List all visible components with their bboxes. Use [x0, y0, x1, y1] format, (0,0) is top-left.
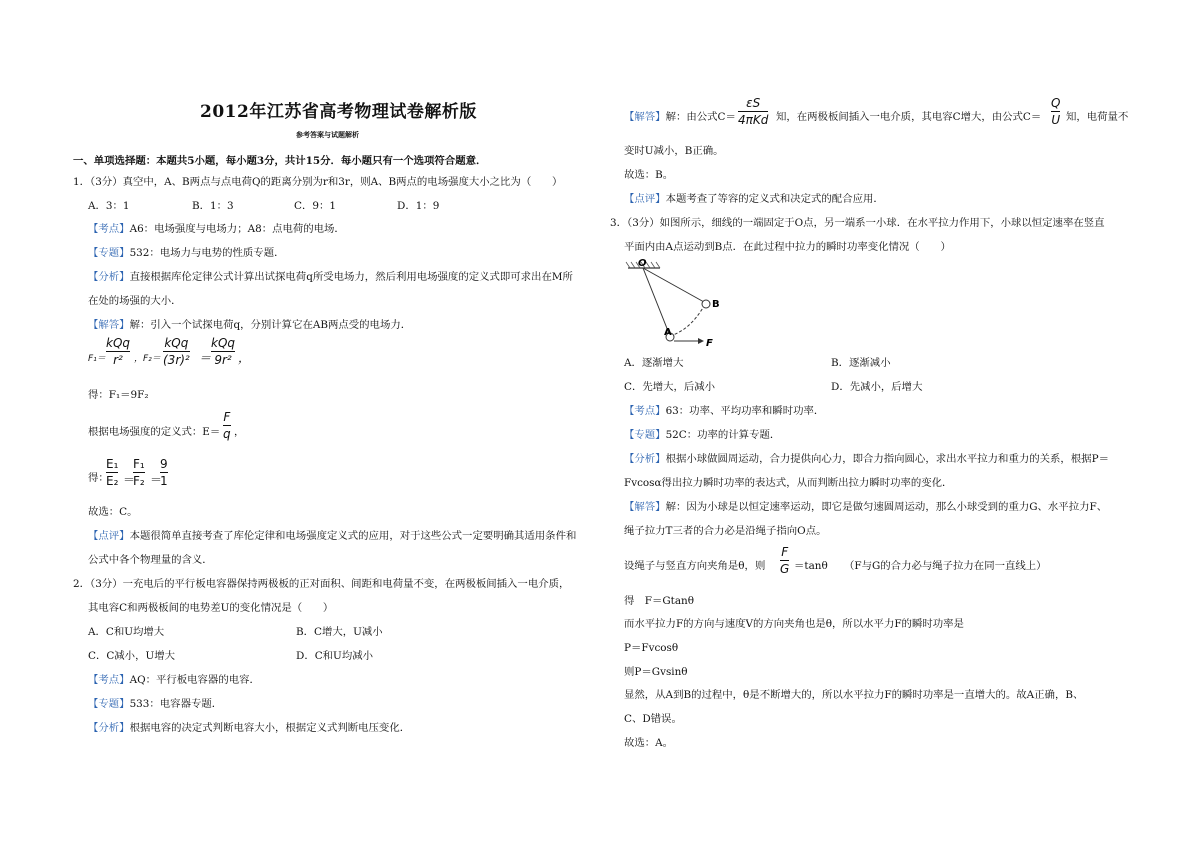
page-subtitle: 参考答案与试题解析 — [296, 130, 359, 139]
fraction-bar — [1051, 111, 1060, 112]
q3-stem-2: 平面内由A点运动到B点．在此过程中拉力的瞬时功率变化情况（ ） — [624, 241, 951, 253]
q3-jieda-text: 解：因为小球是以恒定速率运动，即它是做匀速圆周运动，那么小球受到的重力G、水平拉力F、 — [665, 501, 1108, 513]
q2-c-den: 4πKd — [738, 113, 769, 127]
q3-stem: 3．（3分）如图所示，细线的一端固定于O点，另一端系一小球．在水平拉力作用下，小球以恒定速率在竖直 — [610, 217, 1105, 229]
dianping-tag: 【点评】 — [624, 193, 666, 205]
fraction-bar — [160, 472, 168, 473]
q1-f2-fraction — [163, 336, 190, 367]
q3-zhuanti-text: 52C：功率的计算专题． — [665, 429, 781, 441]
q3-fg-den: G — [780, 562, 790, 576]
q1-comma: ， — [238, 351, 251, 365]
q1-def-end: ， — [234, 426, 245, 438]
q1-ratio-e — [106, 457, 118, 488]
q1-ratio-eq1: ＝ — [123, 473, 136, 487]
q1-f2-den: (3r)² — [163, 353, 190, 367]
q1-kaodian-text: A6：电场强度与电场力；A8：点电荷的电场． — [129, 223, 345, 235]
q1-def-label: 根据电场强度的定义式：E＝ — [88, 426, 221, 438]
q2-kaodian — [88, 673, 260, 687]
q2-zhuanti — [88, 697, 222, 711]
q2-fenxi — [88, 721, 410, 735]
q2-stem: 2．（3分）一充电后的平行板电容器保持两极板的正对面积、间距和电荷量不变，在两极板间插入一电介质， — [73, 578, 570, 590]
q1-fenxi — [88, 270, 573, 284]
fenxi-tag: 【分析】 — [88, 271, 130, 283]
q1-jieda-text: 解：引入一个试探电荷q，分别计算它在AB两点受的电场力． — [129, 319, 412, 331]
q3-jieda-2: 绳子拉力T三者的合力必是沿绳子指向O点。 — [624, 525, 827, 537]
q1-ratio-1: 1 — [160, 474, 168, 488]
q1-f1-label: F₁＝ — [88, 354, 106, 364]
q2-jieda-2: 变时U减小，B正确。 — [624, 145, 724, 157]
q1-ratio-f1: F₁ — [133, 457, 145, 471]
q2-q-num: Q — [1051, 96, 1061, 110]
q1-f1-den: r² — [113, 353, 123, 367]
q3-zhuanti — [624, 428, 780, 442]
q3-figure — [624, 258, 724, 350]
q1-ratio-eq2: ＝ — [150, 473, 163, 487]
q1-option-a: A．3：1 — [88, 200, 130, 212]
q3-fig-label-b: B — [712, 299, 720, 310]
q3-line-4: 则P＝Gvsinθ — [624, 666, 688, 678]
q3-kaodian-text: 63：功率、平均功率和瞬时功率． — [665, 405, 825, 417]
q1-f3-fraction — [211, 336, 235, 367]
q2-option-d: D．C和U均减小 — [296, 650, 373, 662]
q1-f3-num: kQq — [211, 336, 236, 350]
q2-option-c: C．C减小，U增大 — [88, 650, 176, 662]
q3-fenxi — [624, 452, 1109, 466]
q2-fenxi-text: 根据电容的决定式判断电容大小，根据定义式判断电压变化． — [129, 722, 411, 734]
q3-answer: 故选：A。 — [624, 737, 674, 749]
q2-zhuanti-text: 533：电容器专题． — [129, 698, 223, 710]
q2-dianping — [624, 192, 884, 206]
q1-fenxi-2: 在处的场强的大小． — [88, 295, 182, 307]
q1-ratio-e2: E₂ — [106, 474, 119, 488]
page-title: 2012年江苏省高考物理试卷解析版 — [200, 102, 477, 122]
q3-angle-b: ＝tanθ — [794, 560, 828, 572]
q3-fenxi-2: Fvcosα得出拉力瞬时功率的表达式，从而判断出拉力瞬时功率的变化． — [624, 477, 953, 489]
q3-option-a: A．逐渐增大 — [624, 357, 684, 369]
q1-option-b: B．1：3 — [192, 200, 234, 212]
q1-fenxi-text: 直接根据库伦定律公式计算出试探电荷q所受电场力，然后利用电场强度的定义式即可求出在M所 — [129, 271, 573, 283]
q1-f1-num: kQq — [106, 336, 131, 350]
kaodian-tag: 【考点】 — [624, 405, 666, 417]
q2-jieda — [624, 110, 736, 124]
q2-c-num: εS — [746, 96, 761, 110]
q2-stem-2: 其电容C和两极板间的电势差U的变化情况是（ ） — [88, 602, 334, 614]
q3-line-5: 显然，从A到B的过程中，θ是不断增大的，所以水平拉力F的瞬时功率是一直增大的。故A正确，B、 — [624, 689, 1084, 701]
q1-def-num: F — [223, 410, 231, 424]
q2-jieda-a: 解：由公式C＝ — [665, 111, 736, 123]
q1-dianping-2: 公式中各个物理量的含义． — [88, 554, 213, 566]
q2-dianping-text: 本题考查了等容的定义式和决定式的配合应用． — [665, 193, 884, 205]
q1-zhuanti — [88, 246, 284, 260]
fenxi-tag: 【分析】 — [88, 722, 130, 734]
zhuanti-tag: 【专题】 — [624, 429, 666, 441]
q1-f2-num: kQq — [164, 336, 189, 350]
q3-fg-num: F — [781, 545, 789, 559]
q3-fenxi-text: 根据小球做圆周运动，合力提供向心力，即合力指向圆心，求出水平拉力和重力的关系，根据P＝ — [665, 453, 1109, 465]
q2-jieda-c: 知，电荷量不 — [1066, 111, 1129, 123]
jieda-tag: 【解答】 — [624, 501, 666, 513]
kaodian-tag: 【考点】 — [88, 223, 130, 235]
q1-zhuanti-text: 532：电场力与电势的性质专题． — [129, 247, 285, 259]
q1-def-den: q — [223, 427, 231, 441]
q1-dianping-text: 本题很简单直接考查了库伦定律和电场强度定义式的应用，对于这些公式一定要明确其适用条件和 — [129, 530, 577, 542]
fraction-bar — [738, 111, 768, 112]
q1-dianping — [88, 529, 576, 543]
q1-f3-den: 9r² — [214, 353, 232, 367]
q2-q-den: U — [1051, 113, 1061, 127]
fraction-bar — [211, 351, 235, 352]
q1-ratio-label: 得： — [88, 472, 109, 484]
q2-option-b: B．C增大，U减小 — [296, 626, 383, 638]
fraction-bar — [133, 472, 145, 473]
q3-fig-label-a: A — [664, 327, 672, 338]
fraction-bar — [106, 351, 130, 352]
zhuanti-tag: 【专题】 — [88, 247, 130, 259]
q3-option-c: C．先增大，后减小 — [624, 381, 716, 393]
jieda-tag: 【解答】 — [624, 111, 666, 123]
q1-ratio-f2: F₂ — [133, 474, 145, 488]
dianping-tag: 【点评】 — [88, 530, 130, 542]
q3-kaodian — [624, 404, 824, 418]
q3-line-de: 得 F＝Gtanθ — [624, 595, 694, 607]
q2-jieda-b: 知，在两极板间插入一电介质，其电容C增大，由公式C＝ — [776, 111, 1042, 123]
q2-kaodian-text: AQ：平行板电容器的电容． — [129, 674, 260, 686]
q2-c-fraction — [738, 96, 768, 127]
q3-fg-fraction — [780, 545, 789, 576]
fraction-bar — [106, 472, 118, 473]
q2-answer: 故选：B。 — [624, 169, 674, 181]
q1-equals: ＝ — [199, 351, 212, 365]
q1-def-fraction — [223, 410, 231, 441]
q3-line-3: P＝Fvcosθ — [624, 642, 679, 654]
jieda-tag: 【解答】 — [88, 319, 130, 331]
q1-ratio-e1: E₁ — [106, 457, 119, 471]
fenxi-tag: 【分析】 — [624, 453, 666, 465]
q2-option-a: A．C和U均增大 — [88, 626, 165, 638]
q1-jieda — [88, 318, 411, 332]
q3-option-b: B．逐渐减小 — [831, 357, 891, 369]
q1-ratio-f — [133, 457, 145, 488]
q1-ratio-9: 9 — [160, 457, 168, 471]
q3-fig-label-o: O — [638, 258, 647, 269]
q3-line-2: 而水平拉力F的方向与速度V的方向夹角也是θ，所以水平力F的瞬时功率是 — [624, 618, 964, 630]
q3-option-d: D．先减小，后增大 — [831, 381, 923, 393]
q1-option-c: C．9：1 — [294, 200, 336, 212]
q1-ratio-nums — [160, 457, 168, 488]
q3-angle-a: 设绳子与竖直方向夹角是θ，则 — [624, 560, 766, 572]
q2-q-fraction — [1051, 96, 1060, 127]
q1-kaodian — [88, 222, 345, 236]
section-heading: 一、单项选择题：本题共5小题，每小题3分，共计15分．每小题只有一个选项符合题意． — [73, 155, 487, 167]
q3-jieda — [624, 500, 1107, 514]
q1-f1-fraction — [106, 336, 130, 367]
fraction-bar — [163, 351, 190, 352]
zhuanti-tag: 【专题】 — [88, 698, 130, 710]
fraction-bar — [223, 425, 231, 426]
q3-line-6: C、D错误。 — [624, 713, 682, 725]
kaodian-tag: 【考点】 — [88, 674, 130, 686]
q3-angle-note: （F与G的合力必与绳子拉力在同一直线上） — [844, 560, 1047, 572]
q1-de: 得：F₁＝9F₂ — [88, 389, 149, 401]
q1-option-d: D．1：9 — [397, 200, 440, 212]
q3-fig-label-f: F — [706, 338, 713, 349]
fraction-bar — [780, 560, 789, 561]
q1-answer: 故选：C。 — [88, 506, 138, 518]
q1-f2-label: ，F₂＝ — [134, 354, 161, 364]
q1-stem: 1．（3分）真空中，A、B两点与点电荷Q的距离分别为r和3r，则A、B两点的电场强度大小之比为（ ） — [73, 176, 563, 188]
